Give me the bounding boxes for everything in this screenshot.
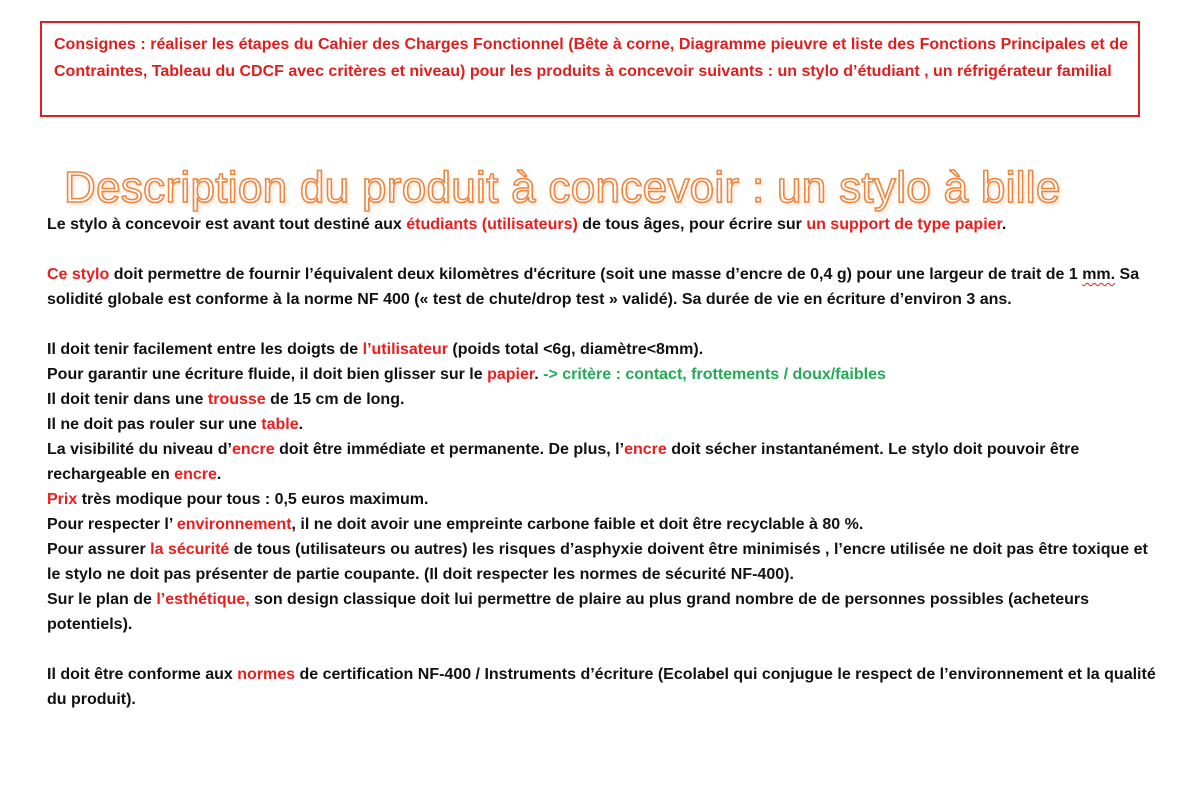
- highlight-encre: encre: [624, 441, 667, 458]
- highlight-support: un support de type papier: [806, 216, 1002, 233]
- instructions-box: Consignes : réaliser les étapes du Cahier des Charges Fonctionnel (Bête à corne, Diagramme pieuvre et liste des Fonctions Principales et de Contraintes, Tableau du CDCF avec critères et niveau) pour les produits à concevoir suivants : un stylo d’étudiant , un réfrigérateur familial: [40, 21, 1140, 117]
- product-description: [47, 212, 1157, 712]
- paragraph-standards: Il doit être conforme aux normes de certification NF-400 / Instruments d’écriture (Ecolabel qui conjugue le respect de l’environnement et la qualité du produit).: [47, 666, 1156, 708]
- highlight-encre: encre: [231, 441, 275, 458]
- highlight-esthetique: l’esthétique,: [156, 591, 250, 608]
- highlight-normes: normes: [237, 666, 296, 683]
- line-safety: Pour assurer la sécurité de tous (utilisateurs ou autres) les risques d’asphyxie doivent être minimisés , l’encre utilisée ne doit pas être toxique et le stylo ne doit pas présenter de partie coupante. (Il doit respecter les normes de sécurité NF-400).: [47, 541, 1148, 583]
- line-aesthetics: Sur le plan de l’esthétique, son design classique doit lui permettre de plaire au plus grand nombre de de personnes possibles (acheteurs potentiels).: [47, 591, 1090, 633]
- line-case: Il doit tenir dans une trousse de 15 cm de long.: [47, 391, 405, 408]
- highlight-utilisateur: l’utilisateur: [362, 341, 448, 358]
- line-table: Il ne doit pas rouler sur une table.: [47, 416, 304, 433]
- line-environment: Pour respecter l’ environnement, il ne doit avoir une empreinte carbone faible et doit être recyclable à 80 %.: [47, 516, 864, 533]
- highlight-environnement: environnement: [176, 516, 292, 533]
- line-grip: Il doit tenir facilement entre les doigts de l’utilisateur (poids total <6g, diamètre<8mm).: [47, 341, 704, 358]
- page-title: Description du produit à concevoir : un stylo à bille: [64, 163, 1061, 212]
- paragraph-target-users: Le stylo à concevoir est avant tout destiné aux étudiants (utilisateurs) de tous âges, pour écrire sur un support de type papier.: [47, 216, 1007, 233]
- highlight-stylo: Ce stylo: [47, 266, 110, 283]
- line-ink: La visibilité du niveau d’encre doit être immédiate et permanente. De plus, l’encre doit sécher instantanément. Le stylo doit pouvoir être rechargeable en encre.: [47, 441, 1080, 483]
- line-price: Prix très modique pour tous : 0,5 euros maximum.: [47, 491, 429, 508]
- spellcheck-word: mm.: [1082, 266, 1116, 283]
- highlight-table: table: [261, 416, 299, 433]
- highlight-securite: la sécurité: [150, 541, 230, 558]
- highlight-users: étudiants (utilisateurs): [406, 216, 578, 233]
- line-glide: Pour garantir une écriture fluide, il doit bien glisser sur le papier. -> critère : contact, frottements / doux/faibles: [47, 366, 886, 383]
- highlight-prix: Prix: [47, 491, 78, 508]
- paragraph-performance: Ce stylo doit permettre de fournir l’équivalent deux kilomètres d'écriture (soit une masse d’encre de 0,4 g) pour une largeur de trait de 1 mm. Sa solidité globale est conforme à la norme NF 400 (« test de chute/drop test » validé). Sa durée de vie en écriture d’environ 3 ans.: [47, 266, 1140, 308]
- highlight-encre: encre: [174, 466, 217, 483]
- highlight-papier: papier: [487, 366, 535, 383]
- highlight-trousse: trousse: [207, 391, 266, 408]
- criterion-note: -> critère : contact, frottements / doux/faibles: [543, 366, 886, 383]
